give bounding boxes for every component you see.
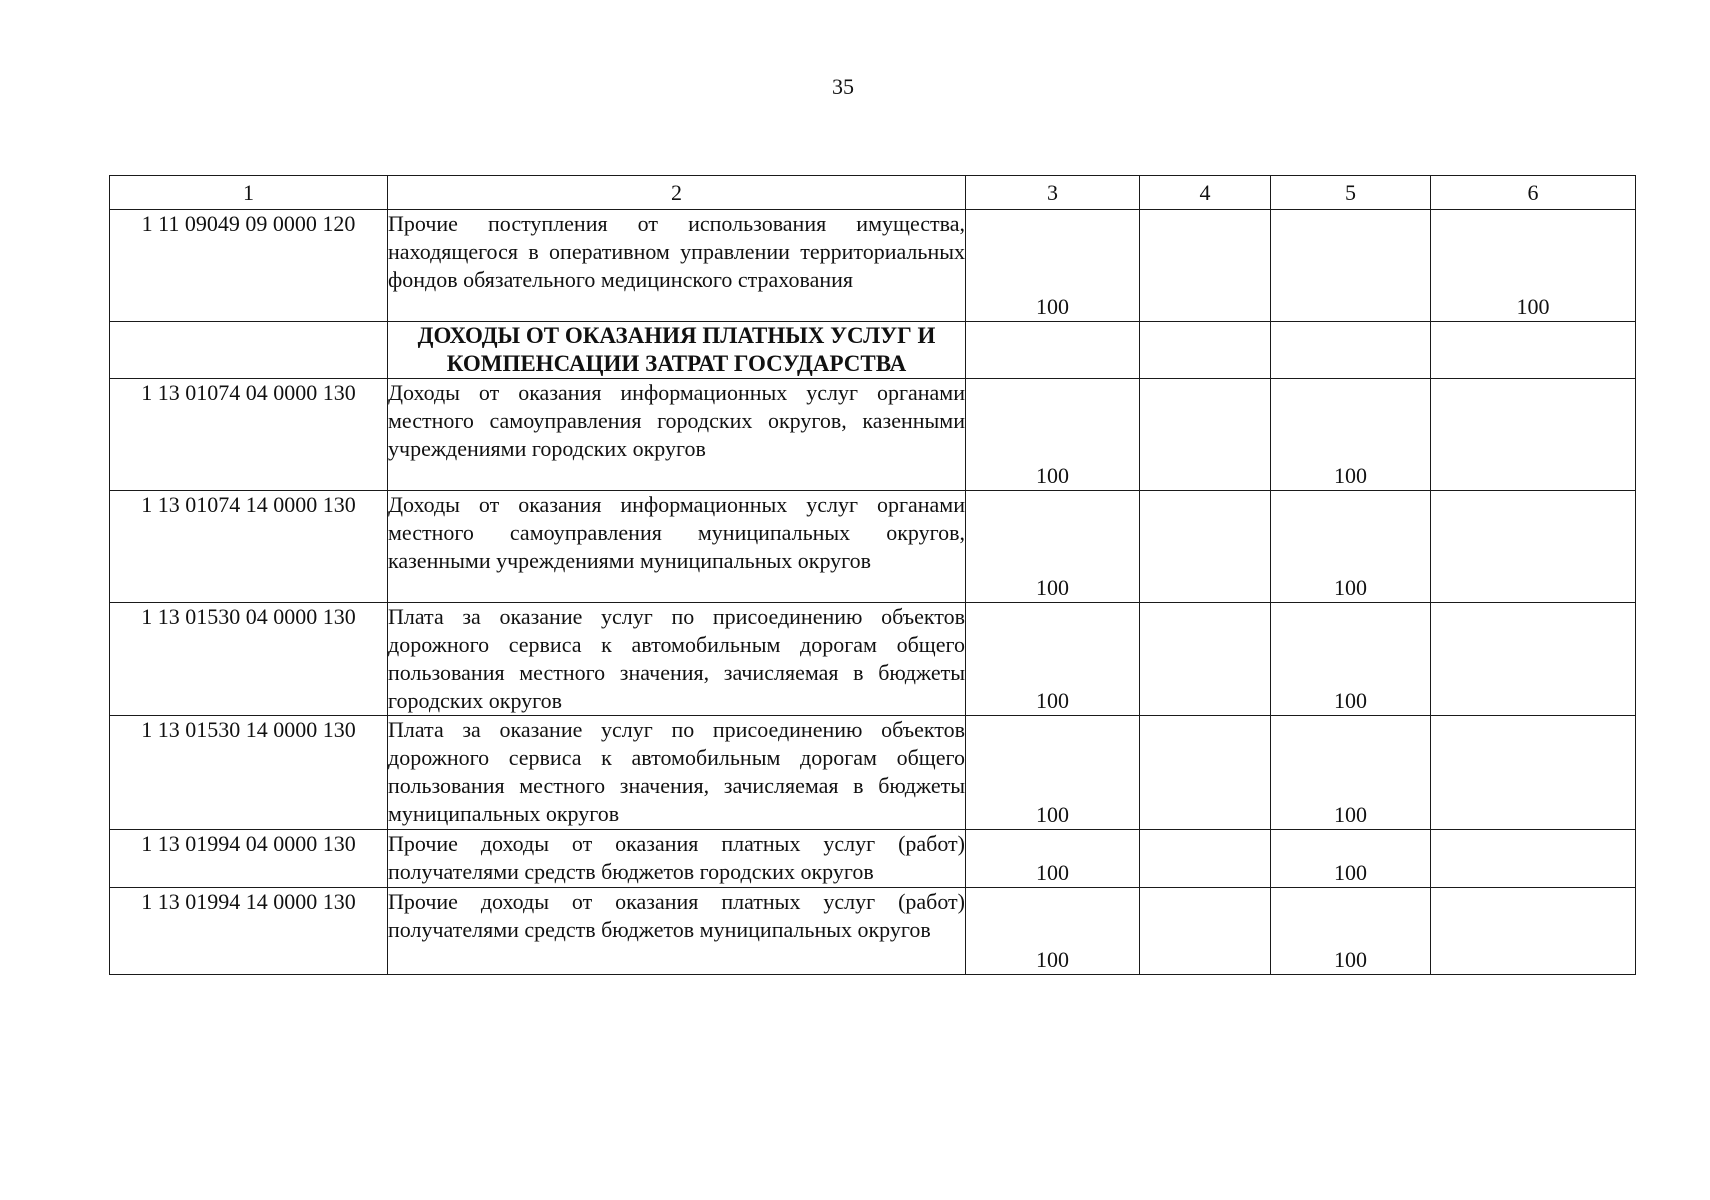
value-cell-col6 [1431, 322, 1636, 379]
value-cell-col5: 100 [1271, 603, 1431, 716]
value-cell-col5: 100 [1271, 830, 1431, 888]
table-row [110, 830, 1636, 888]
budget-code-cell: 1 13 01074 04 0000 130 [110, 379, 388, 491]
value-cell-col6: 100 [1431, 210, 1636, 322]
description-cell: Плата за оказание услуг по присоединению объектов дорожного сервиса к автомобильным дорогам общего пользования местного значения, зачисляемая в бюджеты муниципальных округов [388, 716, 966, 830]
value-cell-col4 [1140, 888, 1271, 975]
table-row [110, 379, 1636, 491]
value-cell-col3: 100 [966, 830, 1140, 888]
value-cell-col6 [1431, 491, 1636, 603]
value-cell-col4 [1140, 210, 1271, 322]
table-row [110, 491, 1636, 603]
value-cell-col6 [1431, 830, 1636, 888]
value-cell-col4 [1140, 491, 1271, 603]
revenue-distribution-table [109, 175, 1636, 975]
value-cell-col6 [1431, 379, 1636, 491]
budget-code-cell: 1 13 01530 04 0000 130 [110, 603, 388, 716]
value-cell-col5: 100 [1271, 888, 1431, 975]
value-cell-col5: 100 [1271, 379, 1431, 491]
value-cell-col4 [1140, 716, 1271, 830]
column-header: 6 [1431, 176, 1636, 210]
value-cell-col3 [966, 322, 1140, 379]
value-cell-col3: 100 [966, 603, 1140, 716]
column-header: 3 [966, 176, 1140, 210]
value-cell-col4 [1140, 830, 1271, 888]
description-cell: Доходы от оказания информационных услуг органами местного самоуправления городских округов, казенными учреждениями городских округов [388, 379, 966, 491]
budget-code-cell [110, 322, 388, 379]
table-row [110, 888, 1636, 975]
section-heading-row [110, 322, 1636, 379]
page-number: 35 [832, 74, 854, 99]
value-cell-col5: 100 [1271, 716, 1431, 830]
value-cell-col3: 100 [966, 716, 1140, 830]
section-heading: ДОХОДЫ ОТ ОКАЗАНИЯ ПЛАТНЫХ УСЛУГ И КОМПЕНСАЦИИ ЗАТРАТ ГОСУДАРСТВА [388, 322, 966, 379]
table-row [110, 716, 1636, 830]
description-cell: Прочие доходы от оказания платных услуг (работ) получателями средств бюджетов муниципальных округов [388, 888, 966, 975]
budget-code-cell: 1 13 01530 14 0000 130 [110, 716, 388, 830]
budget-code-cell: 1 13 01994 14 0000 130 [110, 888, 388, 975]
budget-code-cell: 1 13 01994 04 0000 130 [110, 830, 388, 888]
value-cell-col5 [1271, 322, 1431, 379]
value-cell-col6 [1431, 888, 1636, 975]
value-cell-col4 [1140, 322, 1271, 379]
column-header: 5 [1271, 176, 1431, 210]
column-header: 4 [1140, 176, 1271, 210]
value-cell-col3: 100 [966, 210, 1140, 322]
value-cell-col4 [1140, 379, 1271, 491]
description-cell: Плата за оказание услуг по присоединению объектов дорожного сервиса к автомобильным дорогам общего пользования местного значения, зачисляемая в бюджеты городских округов [388, 603, 966, 716]
value-cell-col3: 100 [966, 379, 1140, 491]
value-cell-col6 [1431, 716, 1636, 830]
column-header: 1 [110, 176, 388, 210]
table-row [110, 210, 1636, 322]
value-cell-col3: 100 [966, 888, 1140, 975]
description-cell: Прочие поступления от использования имущества, находящегося в оперативном управлении территориальных фондов обязательного медицинского страхования [388, 210, 966, 322]
description-cell: Прочие доходы от оказания платных услуг (работ) получателями средств бюджетов городских округов [388, 830, 966, 888]
value-cell-col3: 100 [966, 491, 1140, 603]
description-cell: Доходы от оказания информационных услуг органами местного самоуправления муниципальных округов, казенными учреждениями муниципальных округов [388, 491, 966, 603]
value-cell-col5: 100 [1271, 491, 1431, 603]
value-cell-col4 [1140, 603, 1271, 716]
value-cell-col6 [1431, 603, 1636, 716]
budget-code-cell: 1 13 01074 14 0000 130 [110, 491, 388, 603]
budget-code-cell: 1 11 09049 09 0000 120 [110, 210, 388, 322]
value-cell-col5 [1271, 210, 1431, 322]
table-row [110, 603, 1636, 716]
column-header: 2 [388, 176, 966, 210]
table-header-row [110, 176, 1636, 210]
